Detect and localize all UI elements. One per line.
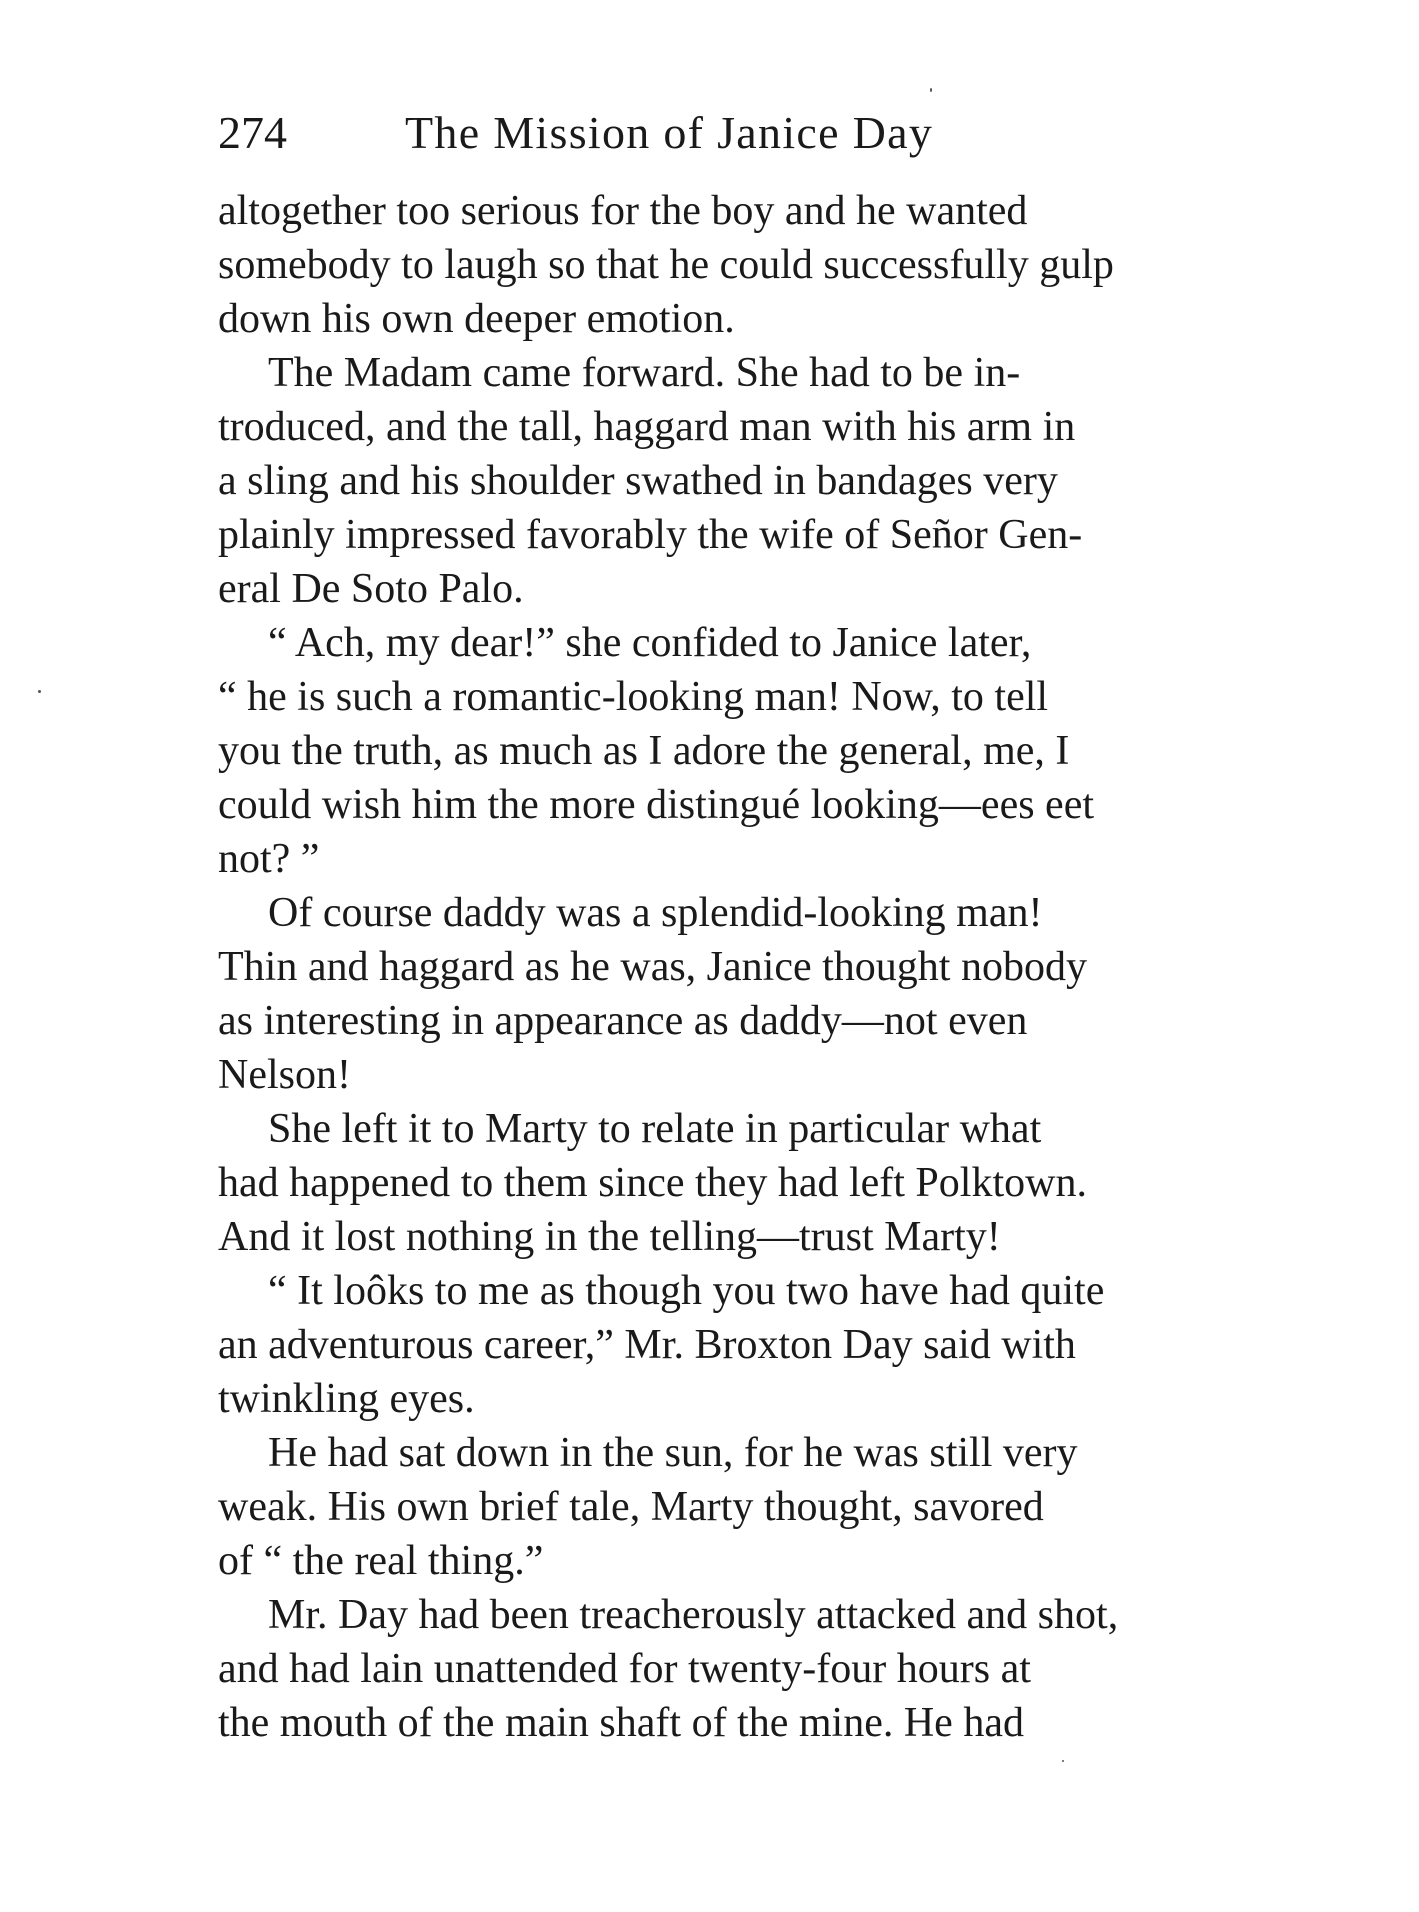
text-line: a sling and his shoulder swathed in bandages very <box>218 458 1058 504</box>
text-line: an adventurous career,” Mr. Broxton Day said with <box>218 1322 1076 1368</box>
text-line: “ he is such a romantic-looking man! Now, to tell <box>218 674 1049 720</box>
page-number: 274 <box>218 107 287 158</box>
text-line: could wish him the more distingué looking—ees eet <box>218 782 1095 828</box>
text-line: had happened to them since they had left Polktown. <box>218 1160 1087 1206</box>
text-line: eral De Soto Palo. <box>218 566 524 612</box>
text-line: and had lain unattended for twenty-four hours at <box>218 1646 1031 1692</box>
text-line: down his own deeper emotion. <box>218 296 735 342</box>
page-header <box>218 98 1040 168</box>
scan-speck <box>38 690 41 693</box>
text-line: weak. His own brief tale, Marty thought, savored <box>218 1484 1044 1530</box>
scan-speck <box>930 88 932 92</box>
text-line: somebody to laugh so that he could successfully gulp <box>218 242 1114 288</box>
text-line: you the truth, as much as I adore the general, me, I <box>218 728 1070 774</box>
text-line: altogether too serious for the boy and he wanted <box>218 188 1028 234</box>
text-line: troduced, and the tall, haggard man with his arm in <box>218 404 1076 450</box>
scan-speck <box>1062 1760 1064 1762</box>
paragraph-first-line: He had sat down in the sun, for he was still very <box>268 1430 1078 1476</box>
body-text <box>218 184 1212 1750</box>
text-line: of “ the real thing.” <box>218 1538 544 1584</box>
paragraph-first-line: Of course daddy was a splendid-looking man! <box>268 890 1043 936</box>
paragraph-first-line: Mr. Day had been treacherously attacked and shot, <box>268 1592 1119 1638</box>
running-title: The Mission of Janice Day <box>405 107 934 158</box>
text-line: not? ” <box>218 836 320 882</box>
text-line: plainly impressed favorably the wife of Señor Gen- <box>218 512 1083 558</box>
text-line: And it lost nothing in the telling—trust Marty! <box>218 1214 1001 1260</box>
text-line: twinkling eyes. <box>218 1376 475 1422</box>
text-line: Nelson! <box>218 1052 351 1098</box>
paragraph-first-line: “ It loôks to me as though you two have had quite <box>268 1268 1105 1314</box>
text-line: Thin and haggard as he was, Janice thought nobody <box>218 944 1087 990</box>
paragraph-first-line: “ Ach, my dear!” she confided to Janice later, <box>268 620 1032 666</box>
paragraph-first-line: She left it to Marty to relate in particular what <box>268 1106 1042 1152</box>
text-line: the mouth of the main shaft of the mine. He had <box>218 1700 1024 1746</box>
paragraph-first-line: The Madam came forward. She had to be in- <box>268 350 1021 396</box>
text-line: as interesting in appearance as daddy—not even <box>218 998 1028 1044</box>
